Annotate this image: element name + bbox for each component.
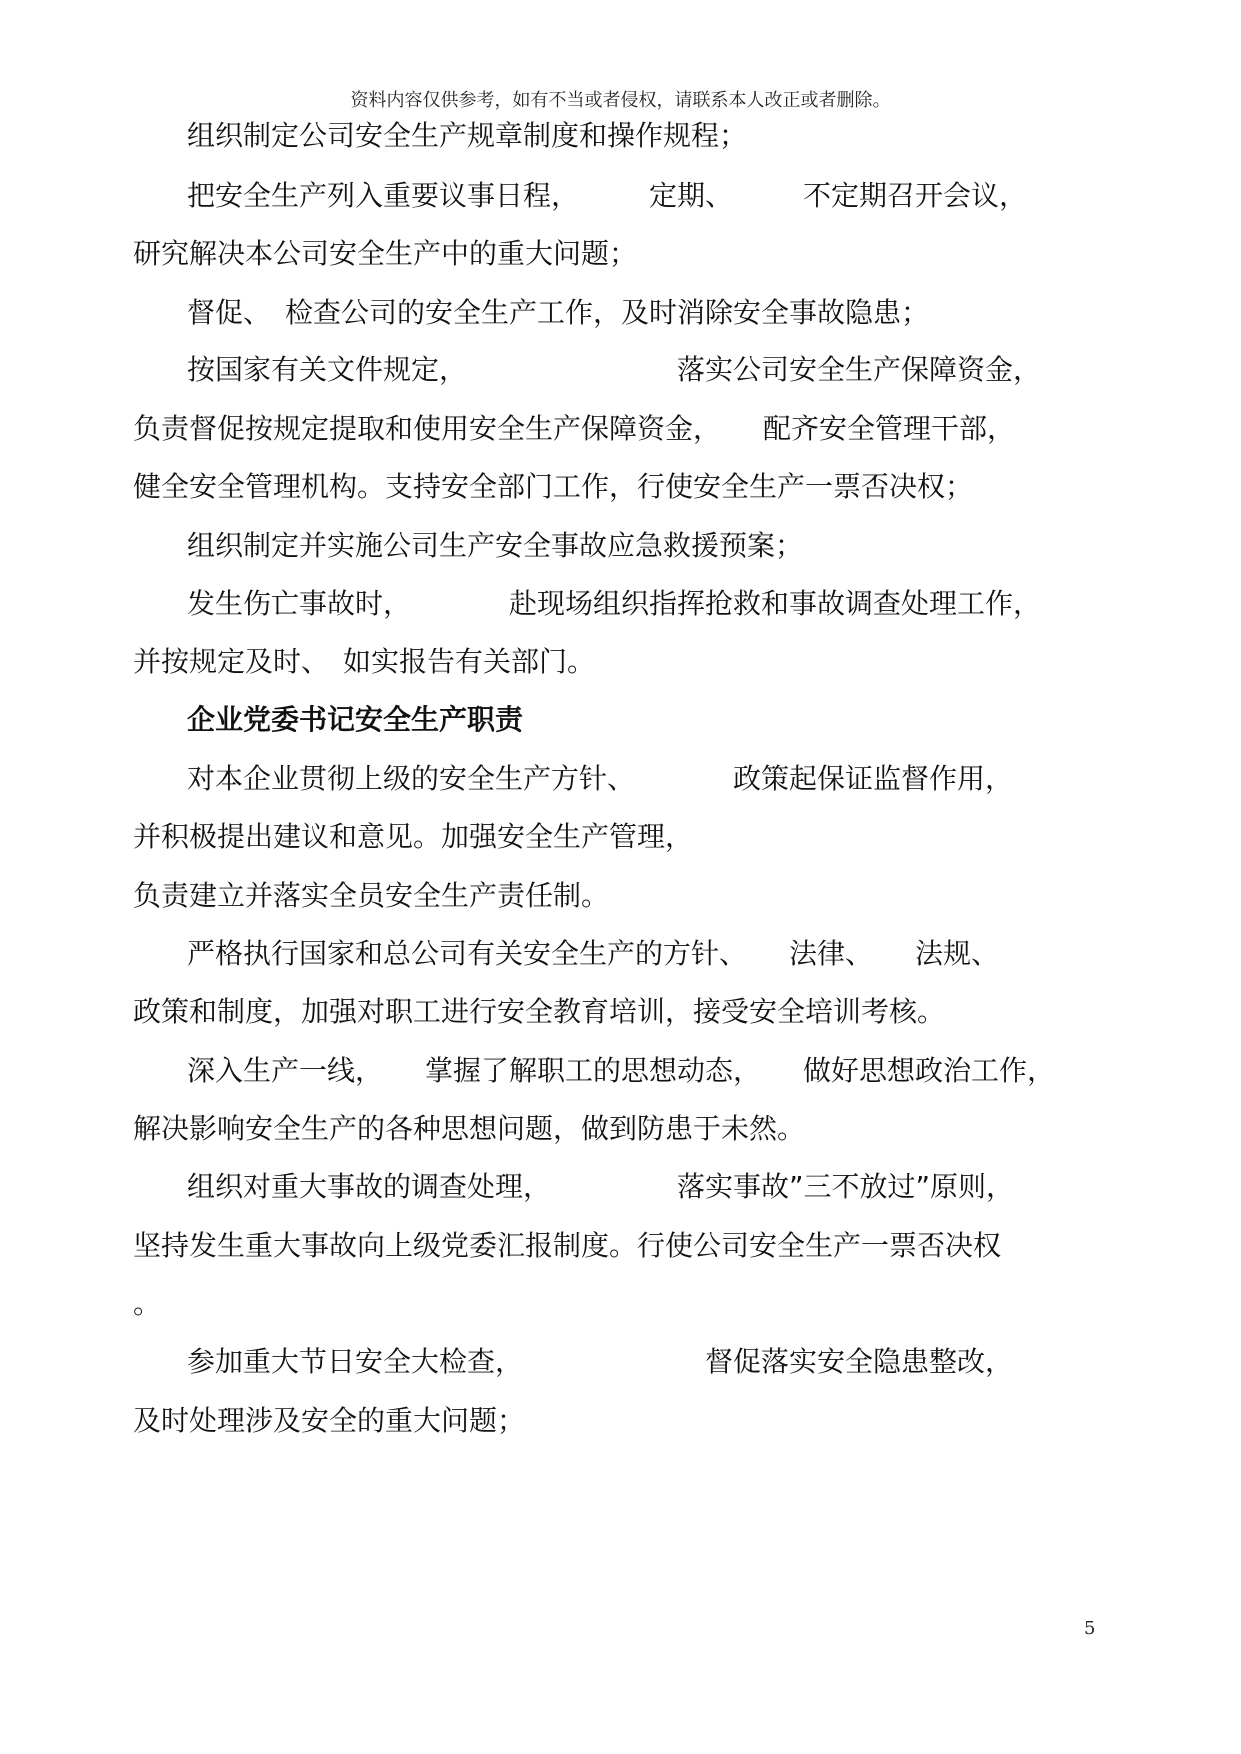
text-line: 健全安全管理机构。支持安全部门工作，行使安全生产一票否决权； xyxy=(133,470,974,503)
text-line: 政策和制度，加强对职工进行安全教育培训，接受安全培训考核。 xyxy=(133,995,946,1028)
text-line: 并按规定及时、 如实报告有关部门。 xyxy=(133,645,596,678)
text-line: 参加重大节日安全大检查， 督促落实安全隐患整改， xyxy=(187,1345,1014,1378)
text-line: 负责建立并落实全员安全生产责任制。 xyxy=(133,879,610,912)
text-line: 按国家有关文件规定， 落实公司安全生产保障资金， xyxy=(187,353,1042,386)
text-line: 组织制定公司安全生产规章制度和操作规程； xyxy=(187,119,748,152)
text-line: 发生伤亡事故时， 赴现场组织指挥抢救和事故调查处理工作， xyxy=(187,587,1042,620)
text-line: 并积极提出建议和意见。加强安全生产管理， xyxy=(133,820,694,853)
section-heading: 企业党委书记安全生产职责 xyxy=(187,703,524,736)
text-line: 严格执行国家和总公司有关安全生产的方针、 法律、 法规、 xyxy=(187,937,1000,970)
text-line: 负责督促按规定提取和使用安全生产保障资金， 配齐安全管理干部， xyxy=(133,412,1016,445)
disclaimer-header: 资料内容仅供参考，如有不当或者侵权，请联系本人改正或者删除。 xyxy=(350,90,891,111)
text-line: 对本企业贯彻上级的安全生产方针、 政策起保证监督作用， xyxy=(187,762,1014,795)
text-line: 研究解决本公司安全生产中的重大问题； xyxy=(133,237,638,270)
text-line: 督促、 检查公司的安全生产工作，及时消除安全事故隐患； xyxy=(187,296,930,329)
text-line: 解决影响安全生产的各种思想问题，做到防患于未然。 xyxy=(133,1112,806,1145)
text-line: 坚持发生重大事故向上级党委汇报制度。行使公司安全生产一票否决权 xyxy=(133,1229,1002,1262)
text-line: 深入生产一线， 掌握了解职工的思想动态， 做好思想政治工作， xyxy=(187,1054,1056,1087)
page-number: 5 xyxy=(1084,1618,1096,1639)
text-line: 及时处理涉及安全的重大问题； xyxy=(133,1404,526,1437)
text-line: 把安全生产列入重要议事日程， 定期、 不定期召开会议， xyxy=(187,179,1028,212)
text-line: 组织制定并实施公司生产安全事故应急救援预案； xyxy=(187,529,804,562)
text-line: 。 xyxy=(133,1287,162,1320)
text-line: 组织对重大事故的调查处理， 落实事故”三不放过”原则， xyxy=(187,1170,1015,1203)
